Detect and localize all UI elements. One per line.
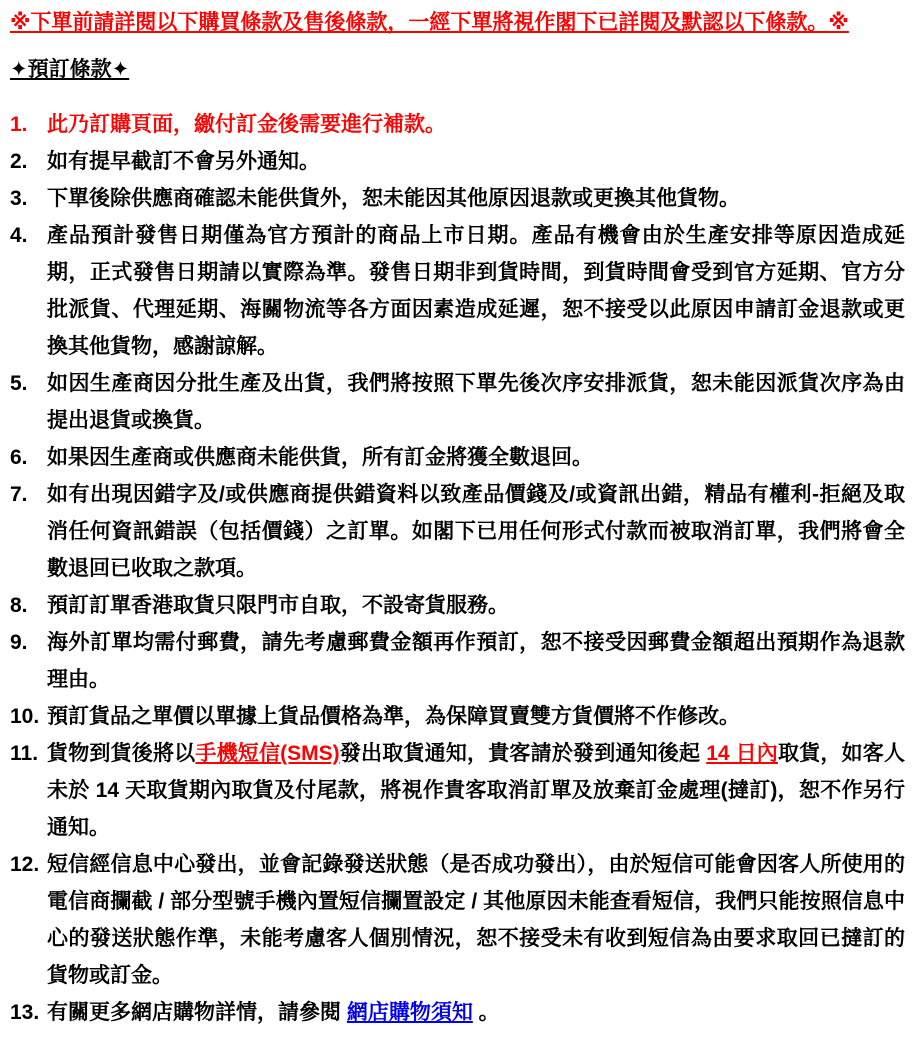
- term-text-segment: 貨物到貨後將以: [47, 742, 196, 765]
- term-item-4: [10, 217, 905, 365]
- shop-guide-link[interactable]: 網店購物須知: [346, 1001, 473, 1024]
- term-text-segment: 取貨，如客人未於 14 天取貨期內取貨及付尾款，將視作貴客取消訂單及放棄訂金處理(撻訂)，恕不作另行通知。: [47, 742, 905, 839]
- term-text: 預訂訂單香港取貨只限門市自取，不設寄貨服務。: [47, 594, 509, 617]
- term-number: 3.: [10, 187, 28, 210]
- term-item-6: [10, 439, 905, 476]
- term-number: 11.: [10, 742, 39, 765]
- term-item-12: [10, 846, 905, 994]
- terms-list: [10, 106, 905, 1031]
- sms-emphasis: 手機短信(SMS): [195, 742, 340, 765]
- term-item-5: [10, 365, 905, 439]
- term-text: 下單後除供應商確認未能供貨外，恕未能因其他原因退款或更換其他貨物。: [47, 187, 740, 210]
- term-text: 預訂貨品之單價以單據上貨品價格為準，為保障買賣雙方貨價將不作修改。: [47, 705, 740, 728]
- section-header: ✦預訂條款✦: [10, 58, 130, 81]
- term-number: 7.: [10, 483, 28, 506]
- term-item-1: [10, 106, 905, 143]
- term-text: 海外訂單均需付郵費，請先考慮郵費金額再作預訂，恕不接受因郵費金額超出預期作為退款理由。: [47, 631, 905, 691]
- term-text: 產品預計發售日期僅為官方預計的商品上市日期。產品有機會由於生產安排等原因造成延期，正式發售日期請以實際為準。發售日期非到貨時間，到貨時間會受到官方延期、官方分批派貨、代理延期、海關物流等各方面因素造成延遲，恕不接受以此原因申請訂金退款或更換其他貨物，感謝諒解。: [47, 224, 905, 358]
- term-item-10: [10, 698, 905, 735]
- term-text: 此乃訂購頁面，繳付訂金後需要進行補款。: [47, 113, 446, 136]
- term-number: 6.: [10, 446, 28, 469]
- term-text-segment: 。: [472, 1001, 500, 1024]
- term-item-9: [10, 624, 905, 698]
- term-number: 2.: [10, 150, 28, 173]
- term-text: [47, 735, 905, 846]
- term-item-2: [10, 143, 905, 180]
- term-number: 5.: [10, 372, 28, 395]
- term-item-13: [10, 994, 905, 1031]
- term-number: 9.: [10, 631, 28, 654]
- term-text: 如有提早截訂不會另外通知。: [47, 150, 320, 173]
- term-number: 12.: [10, 853, 40, 876]
- pickup-deadline-emphasis: 14 日內: [706, 742, 778, 765]
- term-number: 4.: [10, 224, 28, 247]
- term-item-11: [10, 735, 905, 846]
- term-text: 如因生產商因分批生產及出貨，我們將按照下單先後次序安排派貨，恕未能因派貨次序為由提出退貨或換貨。: [47, 372, 905, 432]
- term-item-8: [10, 587, 905, 624]
- term-item-3: [10, 180, 905, 217]
- term-text-segment: 有關更多網店購物詳情，請參閱: [47, 1001, 347, 1024]
- term-text-segment: 發出取貨通知，貴客請於發到通知後起: [339, 742, 707, 765]
- term-number: 1.: [10, 113, 28, 136]
- term-text: 短信經信息中心發出，並會記錄發送狀態（是否成功發出），由於短信可能會因客人所使用的電信商攔截 / 部分型號手機內置短信攔置設定 / 其他原因未能查看短信，我們只能按照信息中心的發送狀態作準，未能考慮客人個別情況，恕不接受未有收到短信為由要求取回已撻訂的貨物或訂金。: [47, 853, 905, 987]
- term-text: [47, 994, 905, 1031]
- term-number: 10.: [10, 705, 40, 728]
- term-number: 8.: [10, 594, 28, 617]
- term-number: 13.: [10, 1001, 40, 1024]
- term-item-7: [10, 476, 905, 587]
- page-title: ※下單前請詳閱以下購買條款及售後條款，一經下單將視作閣下已詳閱及默認以下條款。※: [10, 11, 849, 34]
- term-text: 如果因生產商或供應商未能供貨，所有訂金將獲全數退回。: [47, 446, 593, 469]
- term-text: 如有出現因錯字及/或供應商提供錯資料以致產品價錢及/或資訊出錯，精品有權利-拒絕及取消任何資訊錯誤（包括價錢）之訂單。如閣下已用任何形式付款而被取消訂單，我們將會全數退回已收取之款項。: [47, 483, 905, 580]
